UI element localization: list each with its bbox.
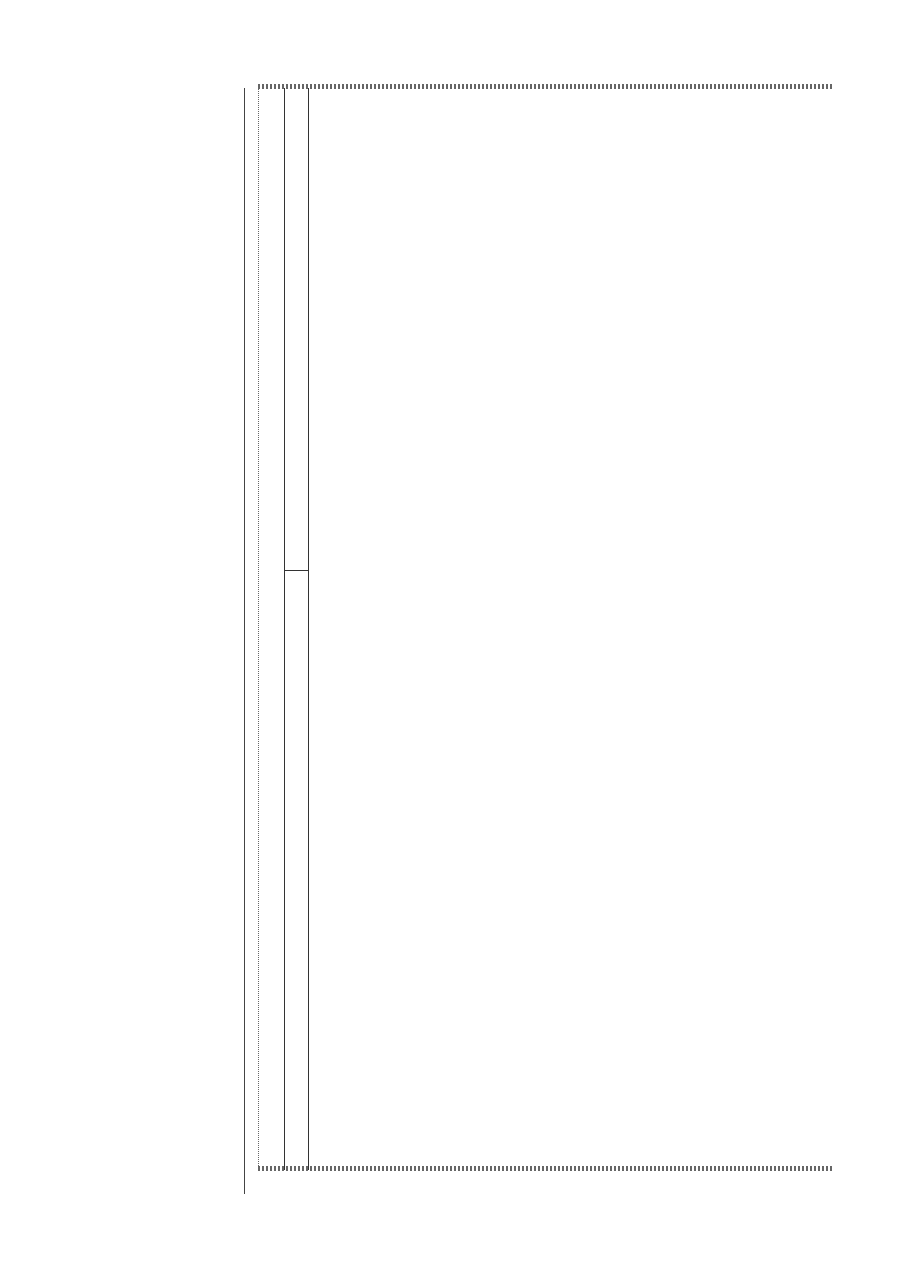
area-divider (284, 570, 308, 571)
area-column (284, 88, 309, 1170)
course-table (258, 88, 832, 1170)
margin-rule (244, 88, 245, 1194)
theme-column (258, 88, 285, 1170)
